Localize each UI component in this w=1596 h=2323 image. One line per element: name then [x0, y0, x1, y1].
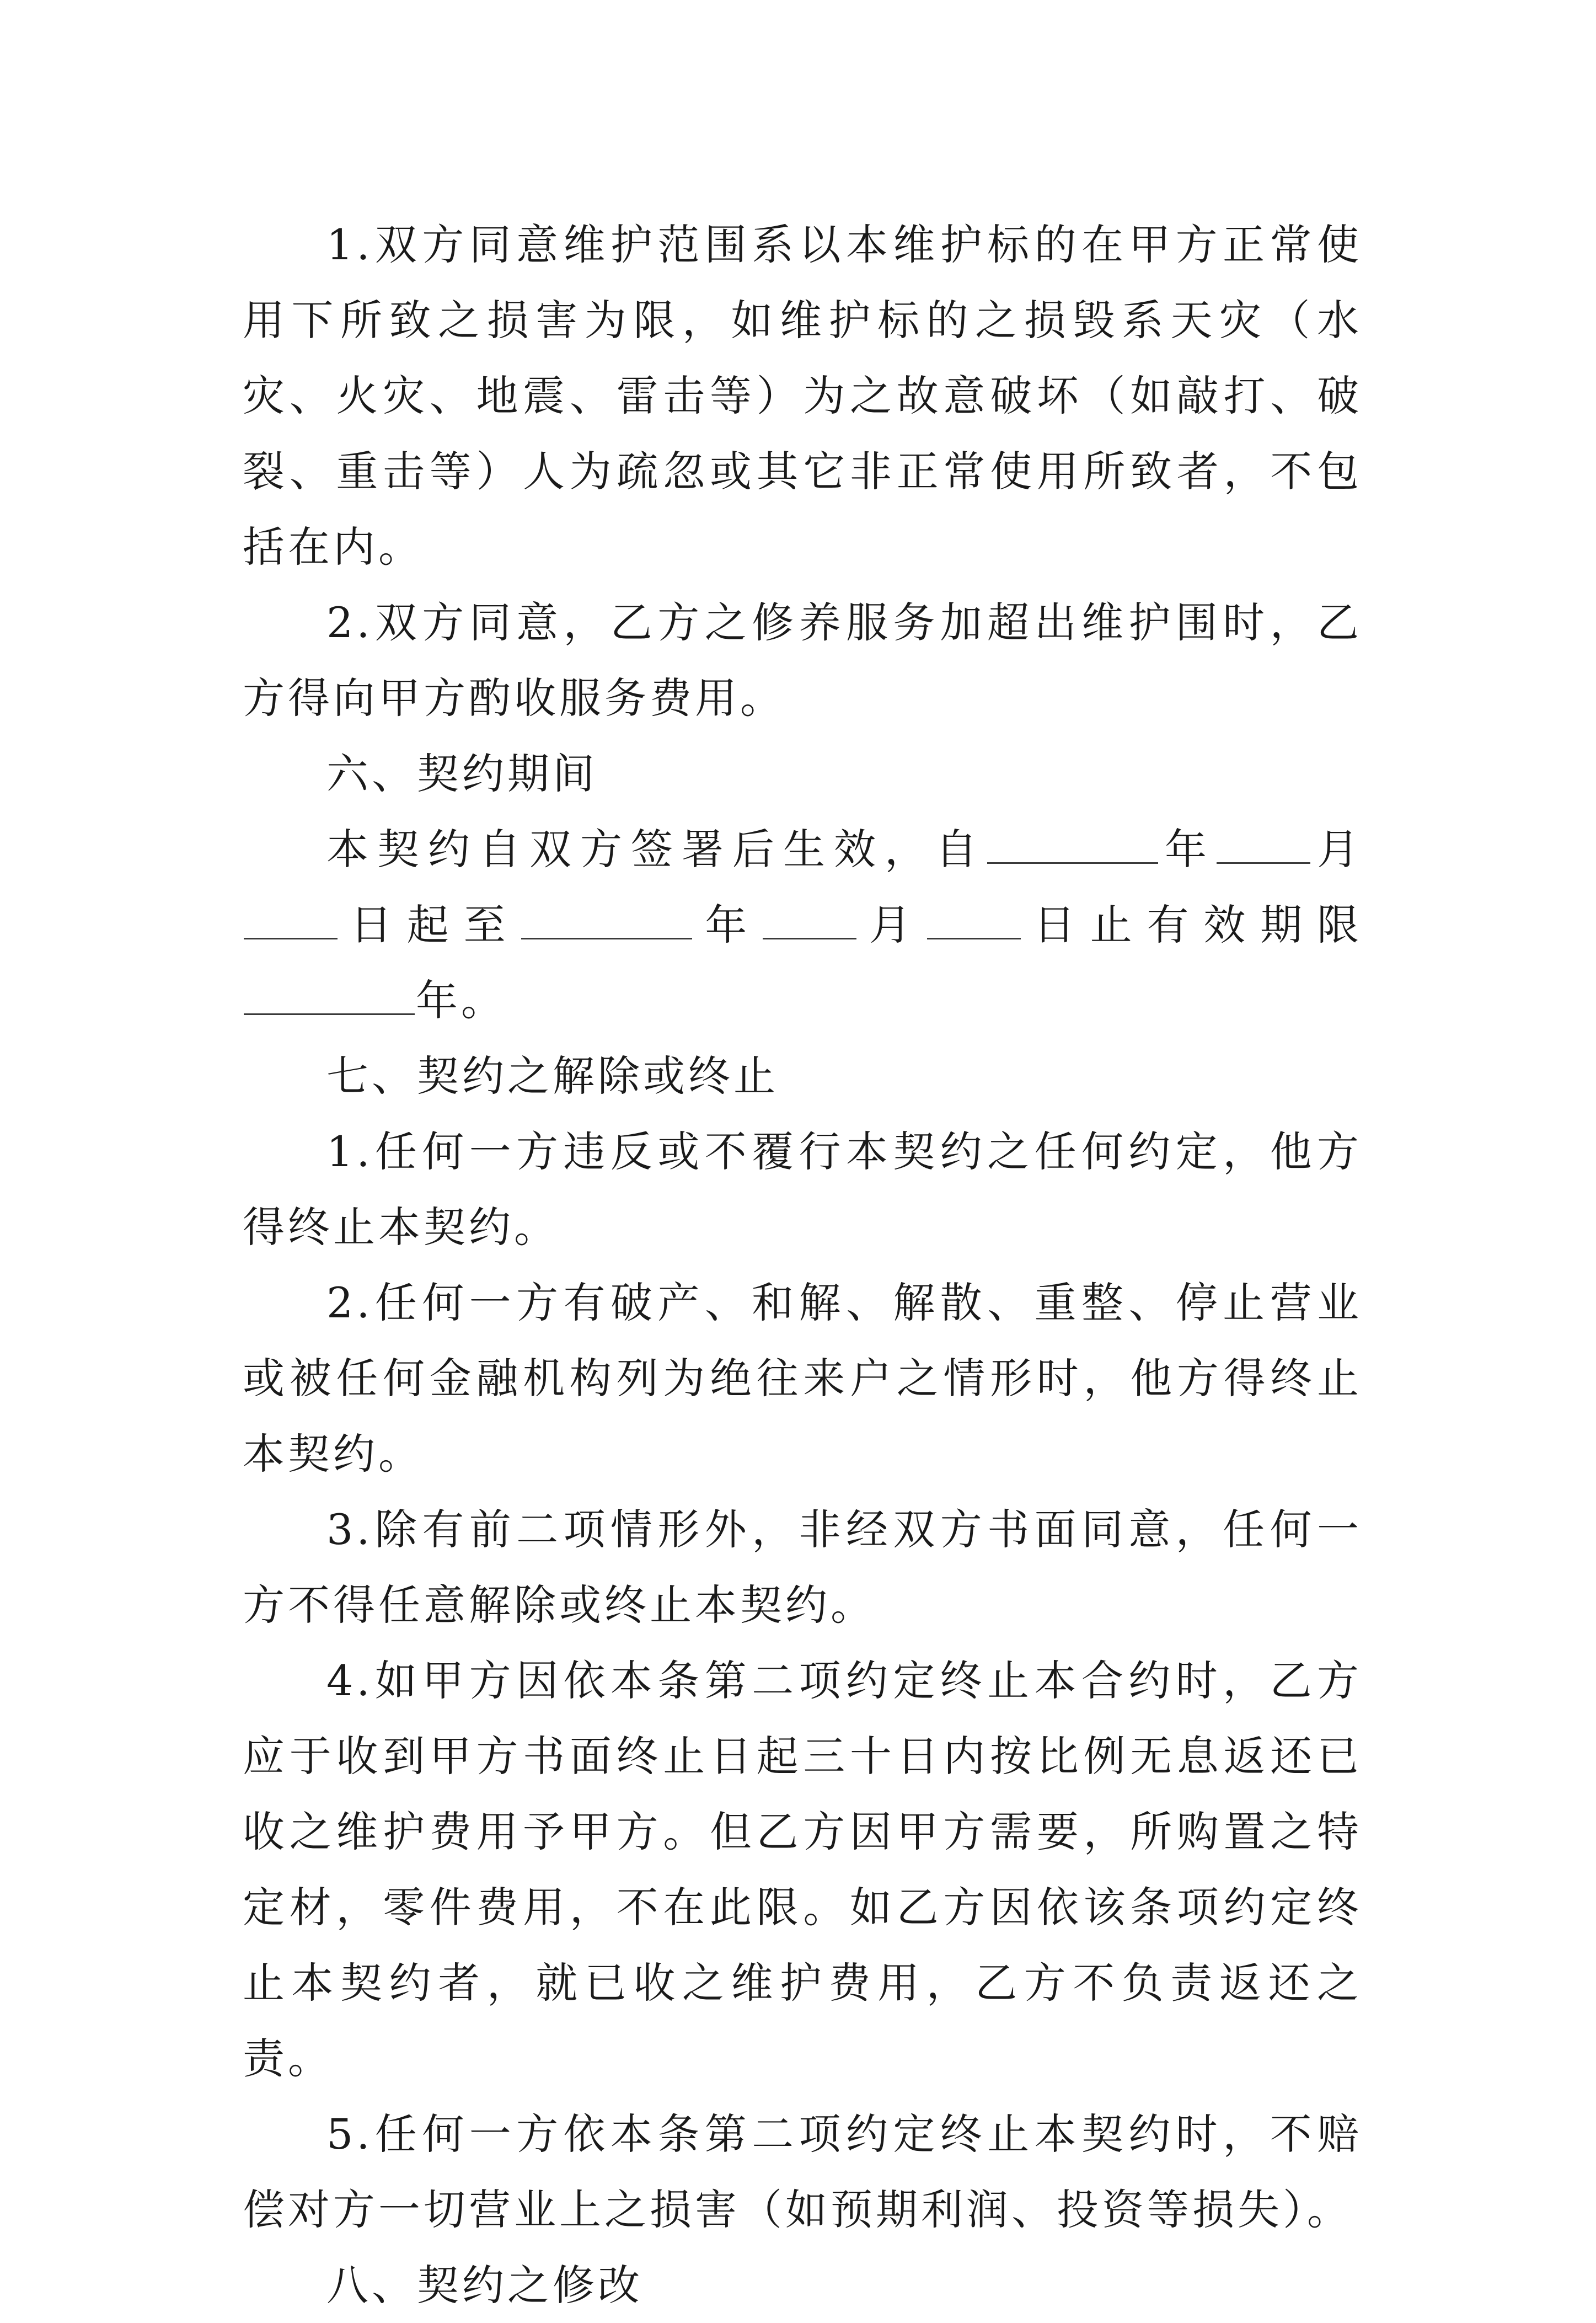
clause-7-3: 3.除有前二项情形外，非经双方书面同意，任何一方不得任意解除或终止本契约。: [243, 1505, 1362, 1630]
term-text-8: 年。: [416, 976, 506, 1025]
validity-years-blank: [244, 1012, 415, 1015]
clause-7-1: 1.任何一方违反或不覆行本契约之任何约定，他方得终止本契约。: [243, 1127, 1362, 1252]
clause-7-2: 2.任何一方有破产、和解、解散、重整、停止营业或被任何金融机构列为绝往来户之情形时，他方得终止本契约。: [243, 1278, 1362, 1478]
term-text-4: 日起至: [339, 900, 521, 949]
term-text-1: 本契约自双方签署后生效，自: [326, 825, 986, 874]
clause-5-2: 2.双方同意，乙方之修养服务加超出维护围时，乙方得向甲方酌收服务费用。: [243, 598, 1362, 723]
term-text-5: 年: [693, 900, 762, 949]
document-body: [243, 207, 1362, 2323]
clause-7-4: 4.如甲方因依本条第二项约定终止本合约时，乙方应于收到甲方书面终止日起三十日内按比例无息返还已收之维护费用予甲方。但乙方因甲方需要，所购置之特定材，零件费用，不在此限。如乙方因依该条项约定终止本契约者，就已收之维护费用，乙方不负责返还之责。: [243, 1656, 1362, 2083]
clause-7-5: 5.任何一方依本条第二项约定终止本契约时，不赔偿对方一切营业上之损害（如预期利润、投资等损失）。: [243, 2110, 1362, 2234]
term-text-6: 月: [858, 900, 926, 949]
term-text-7: 日止有效期限: [1021, 900, 1363, 949]
term-paragraph: [243, 811, 1362, 1038]
section-7-heading: 七、契约之解除或终止: [326, 1051, 779, 1101]
end-day-blank: [927, 937, 1021, 939]
start-day-blank: [244, 937, 338, 939]
term-text-3: 月: [1311, 825, 1362, 874]
section-6-heading: 六、契约期间: [326, 749, 598, 798]
start-year-blank: [987, 861, 1158, 864]
section-8-heading: 八、契约之修改: [326, 2261, 643, 2310]
end-month-blank: [763, 937, 856, 939]
term-text-2: 年: [1159, 825, 1215, 874]
end-year-blank: [521, 937, 692, 939]
clause-5-1: 1.双方同意维护范围系以本维护标的在甲方正常使用下所致之损害为限，如维护标的之损毁系天灾（水灾、火灾、地震、雷击等）为之故意破坏（如敲打、破裂、重击等）人为疏忽或其它非正常使用所致者，不包括在内。: [243, 220, 1362, 572]
start-month-blank: [1217, 861, 1310, 864]
